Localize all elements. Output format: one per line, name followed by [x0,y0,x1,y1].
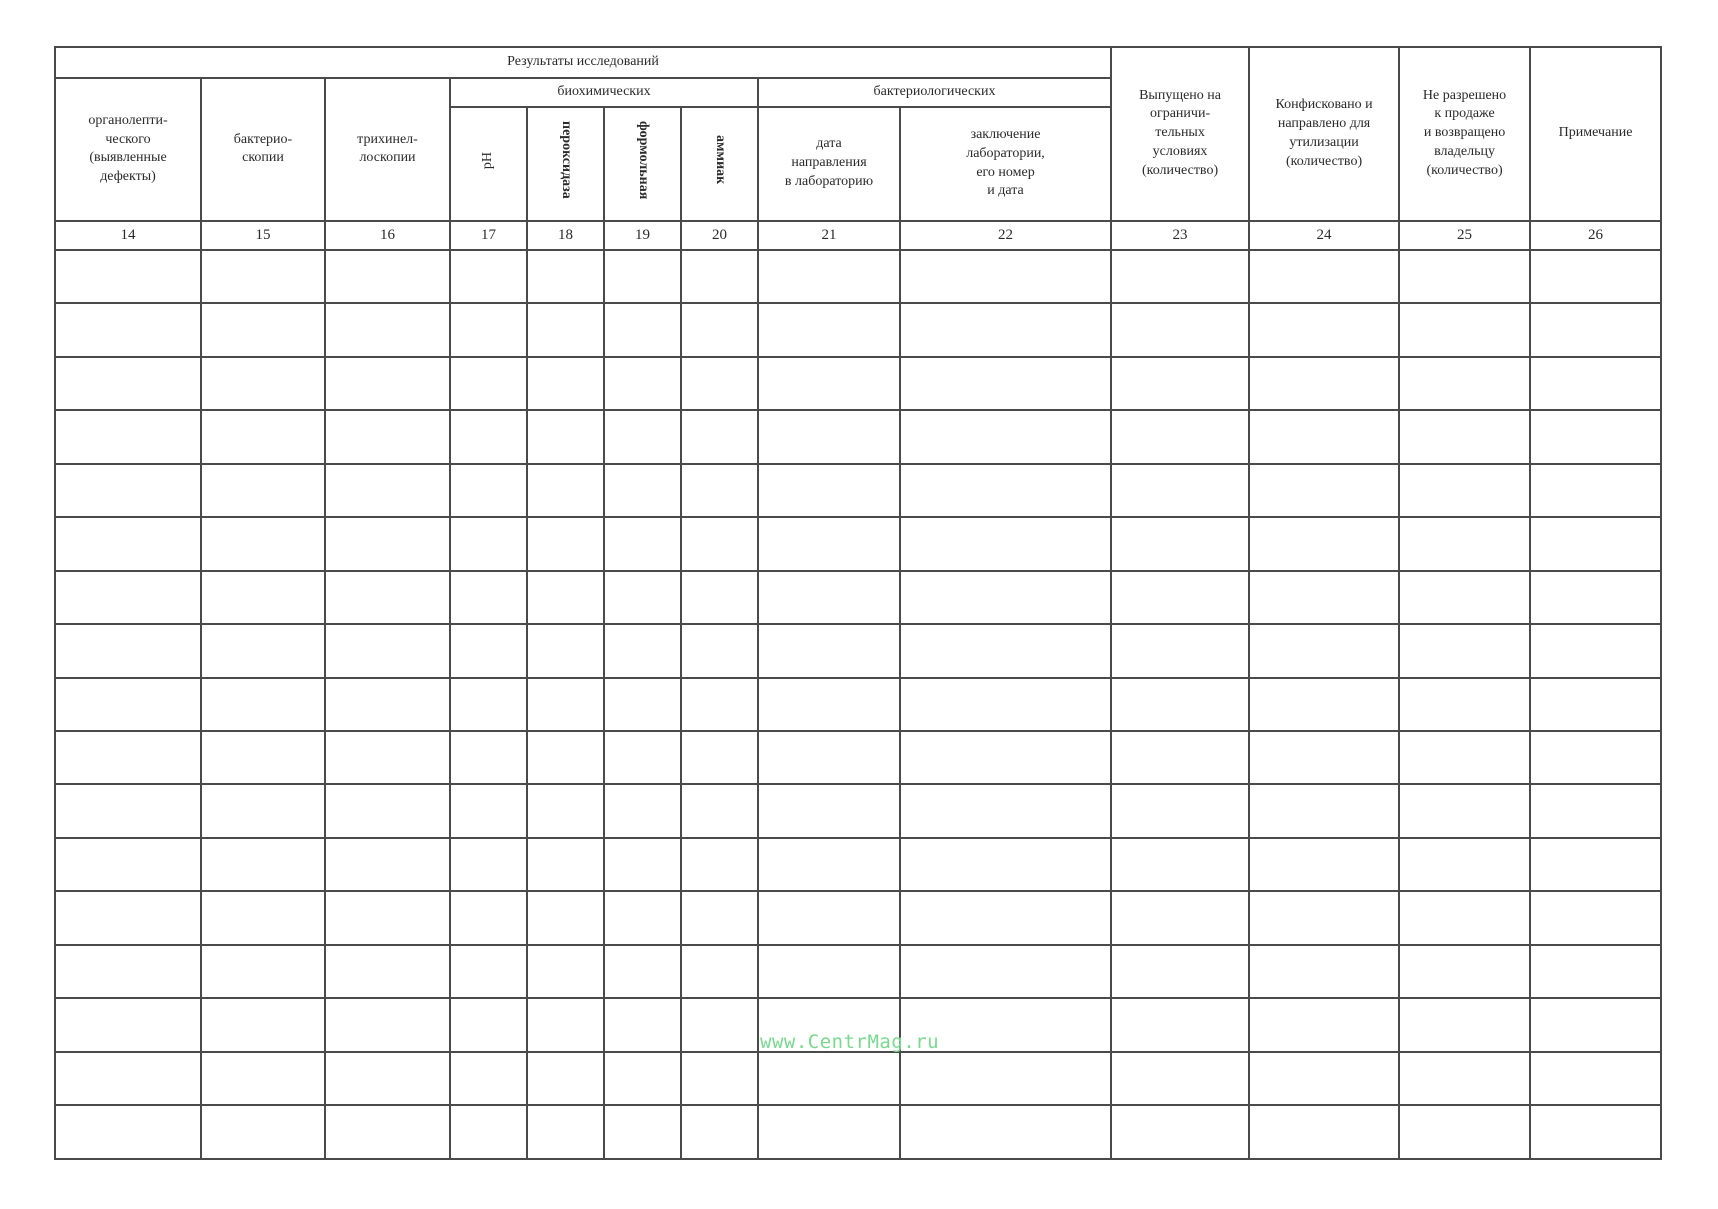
table-cell[interactable] [450,731,527,784]
table-cell[interactable] [1111,1052,1249,1105]
table-cell[interactable] [527,250,604,303]
table-cell[interactable] [55,1052,201,1105]
table-cell[interactable] [604,517,681,570]
table-cell[interactable] [527,624,604,677]
table-cell[interactable] [1530,517,1661,570]
table-cell[interactable] [681,571,758,624]
table-cell[interactable] [1111,891,1249,944]
table-cell[interactable] [450,1105,527,1159]
header-lab-conclusion-label: заключение лаборатории, его номер и дата [966,126,1045,199]
header-bacteriological-label: бактериологических [873,83,996,99]
table-cell[interactable] [1111,838,1249,891]
header-restricted-release [1111,47,1249,221]
table-cell[interactable] [325,410,450,463]
table-cell[interactable] [1399,838,1530,891]
table-cell[interactable] [900,891,1111,944]
header-biochem-2 [527,107,604,221]
table-cell[interactable] [758,624,900,677]
table-cell[interactable] [55,464,201,517]
table-cell[interactable] [1530,784,1661,837]
table-cell[interactable] [1530,410,1661,463]
table-cell[interactable] [201,678,325,731]
table-row [55,357,1661,410]
table-cell[interactable] [900,731,1111,784]
table-cell[interactable] [1399,303,1530,356]
table-cell[interactable] [450,464,527,517]
table-cell[interactable] [55,517,201,570]
table-cell[interactable] [201,998,325,1051]
table-cell[interactable] [1111,464,1249,517]
table-cell[interactable] [201,945,325,998]
table-row [55,464,1661,517]
table-cell[interactable] [1530,1052,1661,1105]
table-cell[interactable] [1530,731,1661,784]
table-cell[interactable] [527,410,604,463]
table-cell[interactable] [1530,250,1661,303]
table-cell[interactable] [450,784,527,837]
column-number: 15 [201,221,325,250]
table-cell[interactable] [55,838,201,891]
table-cell[interactable] [450,357,527,410]
table-cell[interactable] [527,678,604,731]
table-cell[interactable] [1530,838,1661,891]
table-cell[interactable] [1111,678,1249,731]
header-note [1530,47,1661,221]
column-number: 23 [1111,221,1249,250]
table-cell[interactable] [450,838,527,891]
table-cell[interactable] [1530,303,1661,356]
table-cell[interactable] [604,731,681,784]
table-cell[interactable] [681,410,758,463]
table-cell[interactable] [450,517,527,570]
table-cell[interactable] [758,464,900,517]
table-cell[interactable] [758,945,900,998]
table-cell[interactable] [325,998,450,1051]
table-row [55,624,1661,677]
table-cell[interactable] [1249,678,1399,731]
column-number-row [55,221,1661,250]
table-cell[interactable] [1111,945,1249,998]
table-cell[interactable] [758,784,900,837]
table-cell[interactable] [604,838,681,891]
table-cell[interactable] [1399,250,1530,303]
table-cell[interactable] [1111,731,1249,784]
table-cell[interactable] [1399,517,1530,570]
table-cell[interactable] [450,250,527,303]
table-cell[interactable] [450,945,527,998]
table-cell[interactable] [900,357,1111,410]
table-cell[interactable] [758,1105,900,1159]
table-cell[interactable] [758,838,900,891]
table-row [55,784,1661,837]
table-cell[interactable] [55,624,201,677]
header-trichinelloscopy-label: трихинел- лоскопии [357,131,418,166]
table-cell[interactable] [1249,250,1399,303]
table-cell[interactable] [201,1052,325,1105]
research-results-table [54,46,1662,1160]
table-row [55,945,1661,998]
table-cell[interactable] [55,1105,201,1159]
header-lab-conclusion [900,107,1111,221]
table-cell[interactable] [681,784,758,837]
table-cell[interactable] [201,784,325,837]
table-cell[interactable] [201,571,325,624]
table-cell[interactable] [1530,891,1661,944]
table-cell[interactable] [1399,357,1530,410]
table-cell[interactable] [758,357,900,410]
table-cell[interactable] [1399,571,1530,624]
table-row [55,410,1661,463]
header-biochemical-label: биохимических [557,83,651,99]
table-cell[interactable] [681,945,758,998]
table-cell[interactable] [1249,1105,1399,1159]
table-cell[interactable] [450,998,527,1051]
table-cell[interactable] [527,464,604,517]
table-cell[interactable] [1399,945,1530,998]
table-cell[interactable] [201,891,325,944]
table-cell[interactable] [450,571,527,624]
table-cell[interactable] [1530,678,1661,731]
table-cell[interactable] [325,250,450,303]
table-cell[interactable] [900,945,1111,998]
watermark: www.CentrMag.ru [760,1031,940,1053]
group-title: Результаты исследований [507,54,659,70]
table-cell[interactable] [201,357,325,410]
table-cell[interactable] [527,838,604,891]
table-cell[interactable] [1111,517,1249,570]
table-cell[interactable] [604,464,681,517]
table-cell[interactable] [758,410,900,463]
table-cell[interactable] [1249,624,1399,677]
table-cell[interactable] [325,731,450,784]
table-cell[interactable] [527,1105,604,1159]
header-note-label: Примечание [1558,125,1633,141]
table-cell[interactable] [1249,410,1399,463]
header-ph [450,107,527,221]
table-cell[interactable] [1111,250,1249,303]
header-restricted-release-label: Выпущено на ограничи- тельных условиях (количество) [1139,87,1222,179]
table-cell[interactable] [325,303,450,356]
table-cell[interactable] [527,571,604,624]
table-cell[interactable] [527,998,604,1051]
table-cell[interactable] [900,1052,1111,1105]
table-cell[interactable] [527,1052,604,1105]
table-cell[interactable] [900,571,1111,624]
table-cell[interactable] [450,1052,527,1105]
table-cell[interactable] [450,410,527,463]
table-row [55,891,1661,944]
table-cell[interactable] [900,678,1111,731]
table-cell[interactable] [604,250,681,303]
table-cell[interactable] [1111,1105,1249,1159]
table-cell[interactable] [681,838,758,891]
table-cell[interactable] [758,731,900,784]
header-confiscated-label: Конфисковано и направлено для утилизации (количество) [1275,96,1373,169]
table-cell[interactable] [900,624,1111,677]
table-cell[interactable] [758,1052,900,1105]
table-cell[interactable] [1399,1105,1530,1159]
table-cell[interactable] [604,784,681,837]
table-cell[interactable] [900,784,1111,837]
table-row [55,678,1661,731]
table-cell[interactable] [1249,303,1399,356]
table-cell[interactable] [201,464,325,517]
table-cell[interactable] [604,357,681,410]
header-bacteriological-group [758,78,1111,106]
table-cell[interactable] [1530,998,1661,1051]
table-cell[interactable] [1249,731,1399,784]
table-cell[interactable] [201,517,325,570]
table-cell[interactable] [604,891,681,944]
table-cell[interactable] [900,410,1111,463]
table-cell[interactable] [1249,517,1399,570]
table-cell[interactable] [1111,571,1249,624]
table-cell[interactable] [604,1105,681,1159]
header-trichinelloscopy [325,78,450,220]
header-row-group [55,47,1661,78]
table-cell[interactable] [1399,464,1530,517]
table-cell[interactable] [1530,464,1661,517]
column-number: 17 [450,221,527,250]
table-cell[interactable] [681,464,758,517]
table-cell[interactable] [55,571,201,624]
column-number: 21 [758,221,900,250]
table-cell[interactable] [55,784,201,837]
column-number: 22 [900,221,1111,250]
table-cell[interactable] [55,357,201,410]
table-cell[interactable] [681,1052,758,1105]
table-cell[interactable] [55,410,201,463]
table-cell[interactable] [1111,784,1249,837]
table-cell[interactable] [1249,945,1399,998]
column-number: 26 [1530,221,1661,250]
table-row [55,250,1661,303]
table-cell[interactable] [758,517,900,570]
table-cell[interactable] [201,250,325,303]
table-cell[interactable] [604,624,681,677]
table-cell[interactable] [604,571,681,624]
table-cell[interactable] [325,517,450,570]
table-cell[interactable] [1530,357,1661,410]
table-cell[interactable] [1399,624,1530,677]
table-cell[interactable] [527,517,604,570]
group-title-cell [55,47,1111,78]
table-cell[interactable] [201,838,325,891]
table-cell[interactable] [450,678,527,731]
table-cell[interactable] [325,1052,450,1105]
column-number: 25 [1399,221,1530,250]
table-cell[interactable] [450,891,527,944]
table-row [55,1052,1661,1105]
table-cell[interactable] [1399,784,1530,837]
table-cell[interactable] [1530,1105,1661,1159]
table-cell[interactable] [55,998,201,1051]
column-number: 19 [604,221,681,250]
table-cell[interactable] [55,303,201,356]
table-cell[interactable] [1249,838,1399,891]
header-ph-label: pH [480,151,496,169]
table-cell[interactable] [527,784,604,837]
table-cell[interactable] [527,945,604,998]
table-cell[interactable] [604,998,681,1051]
table-cell[interactable] [1399,410,1530,463]
column-number: 24 [1249,221,1399,250]
table-cell[interactable] [900,303,1111,356]
header-bacterioscopic [201,78,325,220]
table-row [55,303,1661,356]
table-cell[interactable] [201,303,325,356]
table-cell[interactable] [1111,357,1249,410]
header-organoleptic [55,78,201,220]
table-cell[interactable] [1249,571,1399,624]
table-row [55,571,1661,624]
table-cell[interactable] [325,945,450,998]
table-cell[interactable] [1399,891,1530,944]
table-cell[interactable] [1530,624,1661,677]
table-cell[interactable] [55,731,201,784]
header-lab-sent-date [758,107,900,221]
table-cell[interactable] [681,891,758,944]
table-cell[interactable] [681,998,758,1051]
table-row [55,838,1661,891]
table-cell[interactable] [55,945,201,998]
table-cell[interactable] [900,250,1111,303]
table-cell[interactable] [201,410,325,463]
table-cell[interactable] [55,891,201,944]
table-cell[interactable] [325,1105,450,1159]
table-cell[interactable] [681,517,758,570]
table-cell[interactable] [681,357,758,410]
table-cell[interactable] [1530,571,1661,624]
table-cell[interactable] [1249,1052,1399,1105]
header-biochem-3-label: формольная [635,120,651,200]
table-cell[interactable] [604,678,681,731]
header-organoleptic-label: органолепти- ческого (выявленные дефекты) [88,112,168,185]
table-cell[interactable] [1249,998,1399,1051]
table-cell[interactable] [527,731,604,784]
table-cell[interactable] [681,678,758,731]
table-cell[interactable] [758,303,900,356]
table-cell[interactable] [450,624,527,677]
table-cell[interactable] [900,464,1111,517]
header-bacterioscopic-label: бактерио- скопии [233,131,293,166]
column-number: 14 [55,221,201,250]
table-cell[interactable] [201,624,325,677]
table-cell[interactable] [325,464,450,517]
table-cell[interactable] [1399,678,1530,731]
table-cell[interactable] [325,571,450,624]
table-cell[interactable] [450,303,527,356]
table-body [55,47,1661,1159]
table-cell[interactable] [55,250,201,303]
table-cell[interactable] [527,891,604,944]
table-cell[interactable] [1399,731,1530,784]
table-cell[interactable] [527,303,604,356]
table-cell[interactable] [758,250,900,303]
table-cell[interactable] [604,945,681,998]
header-biochem-2-label: пероксидаза [558,121,574,199]
table-cell[interactable] [681,250,758,303]
table-cell[interactable] [1111,998,1249,1051]
table-cell[interactable] [1249,357,1399,410]
table-row [55,731,1661,784]
table-cell[interactable] [1530,945,1661,998]
table-cell[interactable] [1111,303,1249,356]
table-cell[interactable] [681,731,758,784]
table-row [55,1105,1661,1159]
table-cell[interactable] [681,303,758,356]
table-cell[interactable] [900,838,1111,891]
header-not-allowed-label: Не разрешено к продаже и возвращено владельцу (количество) [1422,87,1507,179]
table-cell[interactable] [1111,624,1249,677]
column-number: 20 [681,221,758,250]
header-lab-sent-date-label: дата направления в лабораторию [784,136,874,189]
table-cell[interactable] [604,410,681,463]
table-cell[interactable] [758,678,900,731]
table-cell[interactable] [1249,464,1399,517]
table-cell[interactable] [900,517,1111,570]
table-cell[interactable] [758,891,900,944]
table-cell[interactable] [201,731,325,784]
table-cell[interactable] [325,784,450,837]
table-cell[interactable] [604,1052,681,1105]
table-cell[interactable] [325,838,450,891]
table-cell[interactable] [1249,891,1399,944]
header-biochemical-group [450,78,758,106]
table-cell[interactable] [681,1105,758,1159]
header-confiscated [1249,47,1399,221]
table-cell[interactable] [1249,784,1399,837]
table-cell[interactable] [325,678,450,731]
table-cell[interactable] [201,1105,325,1159]
header-biochem-3 [604,107,681,221]
table-cell[interactable] [900,1105,1111,1159]
table-cell[interactable] [1399,1052,1530,1105]
table-cell[interactable] [681,624,758,677]
table-cell[interactable] [1111,410,1249,463]
table-cell[interactable] [55,678,201,731]
table-cell[interactable] [325,624,450,677]
table-cell[interactable] [527,357,604,410]
table-cell[interactable] [325,891,450,944]
column-number: 16 [325,221,450,250]
header-biochem-4-label: аммиак [712,135,728,185]
table-cell[interactable] [1399,998,1530,1051]
header-not-allowed [1399,47,1530,221]
header-biochem-4 [681,107,758,221]
table-cell[interactable] [325,357,450,410]
table-cell[interactable] [758,571,900,624]
table-cell[interactable] [604,303,681,356]
column-number: 18 [527,221,604,250]
table-row [55,517,1661,570]
